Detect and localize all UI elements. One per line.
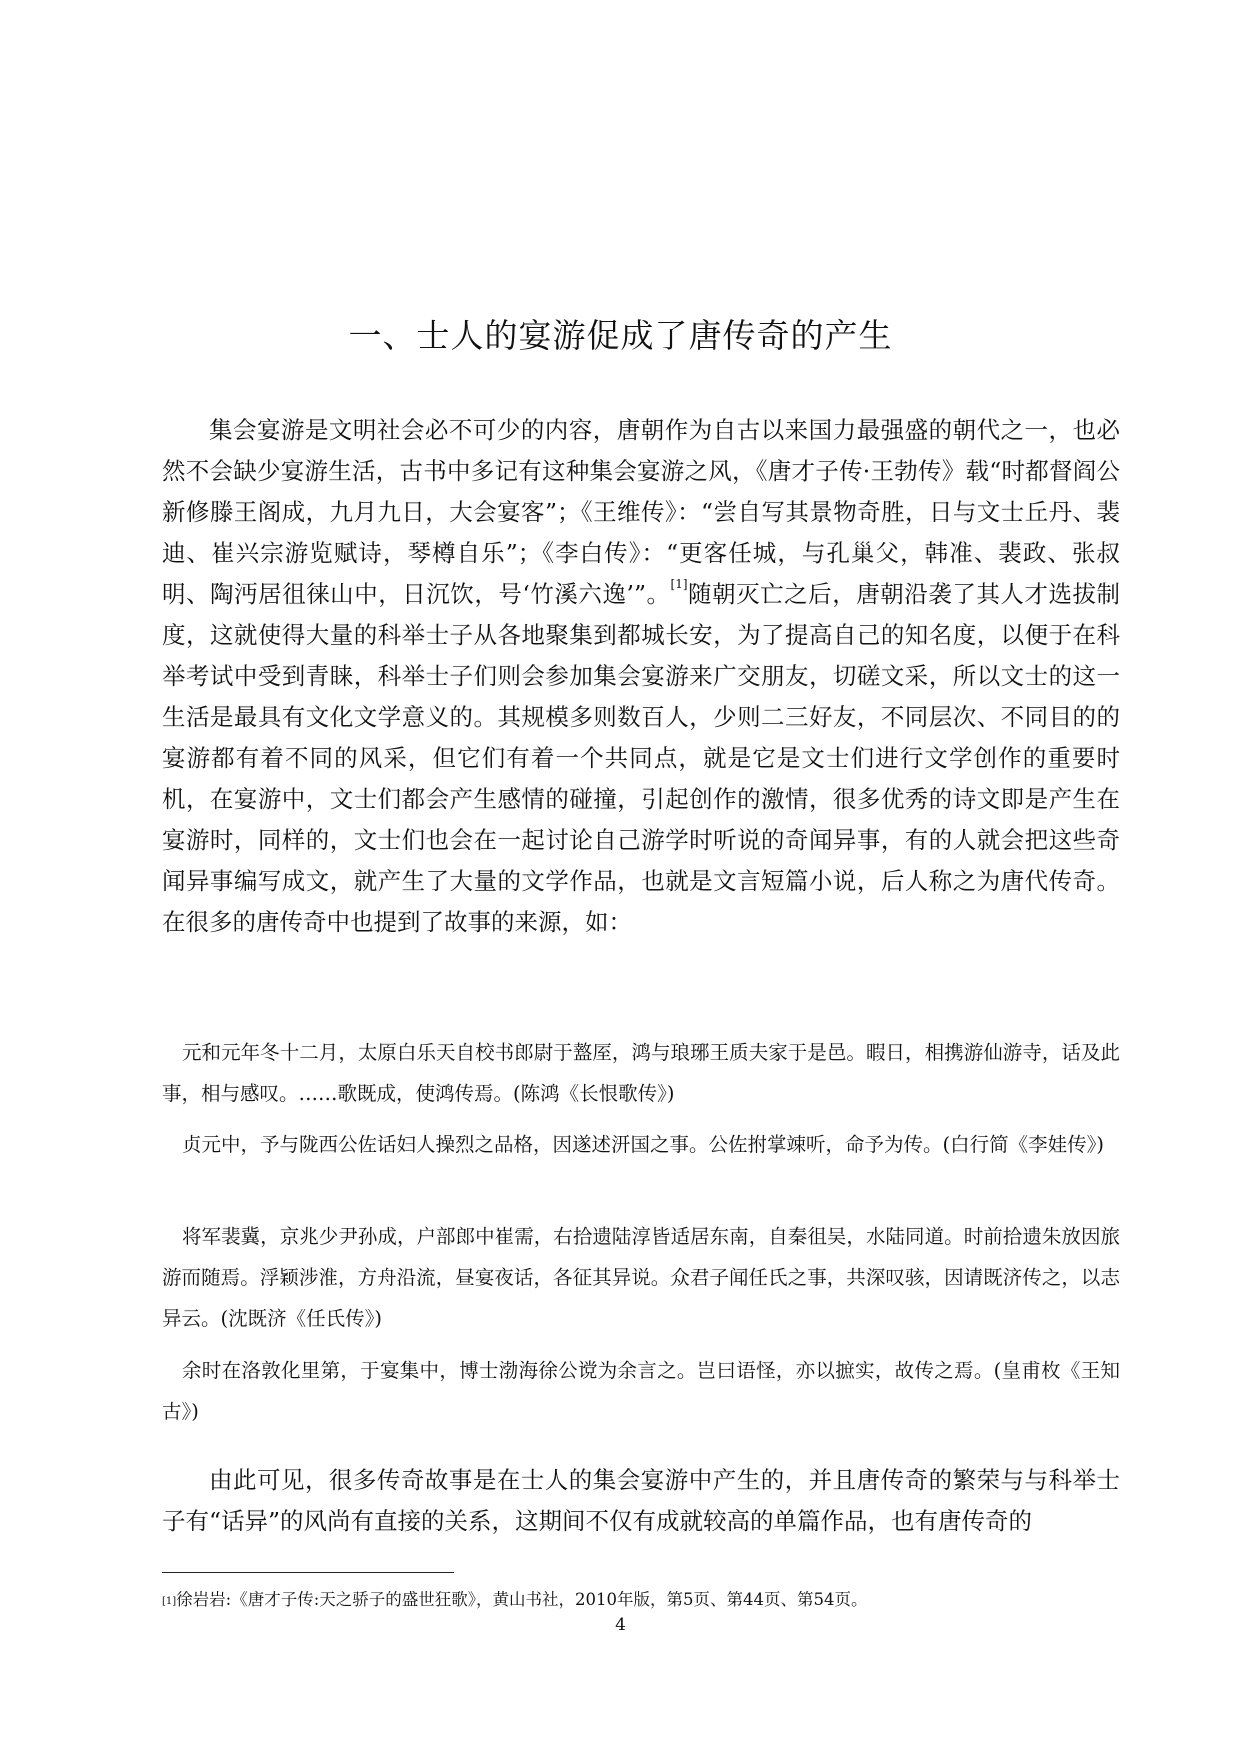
section-title: 一、士人的宴游促成了唐传奇的产生	[348, 316, 893, 355]
body-paragraph	[162, 410, 1120, 943]
quote-block: 元和元年冬十二月，太原白乐天自校书郎尉于盩厔，鸿与琅琊王质夫家于是邑。暇日，相携游仙游寺，话及此事，相与感叹。……歌既成，使鸿传焉。(陈鸿《长恨歌传》)	[162, 1041, 1120, 1105]
footnote-marker: [1]	[162, 1596, 177, 1607]
quote-block: 余时在洛敦化里第，于宴集中，博士渤海徐公谠为余言之。岂曰语怪，亦以摭实，故传之焉。(皇甫枚《王知古》)	[162, 1359, 1120, 1423]
page-number: 4	[615, 1615, 626, 1635]
paragraph-text-continued: 随朝灭亡之后，唐朝沿袭了其人才选拔制度，这就使得大量的科举士子从各地聚集到都城长安，为了提高自己的知名度，以便于在科举考试中受到青睐，科举士子们则会参加集会宴游来广交朋友，切磋文采，所以文士的这一生活是最具有文化文学意义的。其规模多则数百人，少则二三好友，不同层次、不同目的的宴游都有着不同的风采，但它们有着一个共同点，就是它是文士们进行文学创作的重要时机，在宴游中，文士们都会产生感情的碰撞，引起创作的激情，很多优秀的诗文即是产生在宴游时，同样的，文士们也会在一起讨论自己游学时听说的奇闻异事，有的人就会把这些奇闻异事编写成文，就产生了大量的文学作品，也就是文言短篇小说，后人称之为唐代传奇。在很多的唐传奇中也提到了故事的来源，如：	[162, 580, 1120, 936]
footnote-text: 徐岩岩:《唐才子传:天之骄子的盛世狂歌》，黄山书社，2010年版，第5页、第44页、第54页。	[176, 1590, 868, 1609]
footnote-divider	[162, 1572, 454, 1573]
body-paragraph: 由此可见，很多传奇故事是在士人的集会宴游中产生的，并且唐传奇的繁荣与与科举士子有“话异”的风尚有直接的关系，这期间不仅有成就较高的单篇作品，也有唐传奇的	[162, 1466, 1120, 1535]
footnote	[162, 1588, 1120, 1612]
quote-block: 贞元中，予与陇西公佐话妇人操烈之品格，因遂述汧国之事。公佐拊掌竦听，命予为传。(白行简《李娃传》)	[182, 1133, 1104, 1156]
footnote-ref[interactable]: [1]	[670, 577, 688, 591]
paragraph-text: 集会宴游是文明社会必不可少的内容，唐朝作为自古以来国力最强盛的朝代之一，也必然不会缺少宴游生活，古书中多记有这种集会宴游之风，《唐才子传·王勃传》载“时都督阎公新修滕王阁成，九月九日，大会宴客”；《王维传》：“尝自写其景物奇胜，日与文士丘丹、裴迪、崔兴宗游览赋诗，琴樽自乐”；《李白传》：“更客任城，与孔巢父，韩准、裴政、张叔明、陶沔居徂徕山中，日沉饮，号‘竹溪六逸’”。	[162, 416, 1120, 608]
quote-block: 将军裴冀，京兆少尹孙成，户部郎中崔需，右拾遗陆淳皆适居东南，自秦徂吴，水陆同道。时前拾遗朱放因旅游而随焉。浮颖涉淮，方舟沿流，昼宴夜话，各征其异说。众君子闻任氏之事，共深叹骇，因请既济传之，以志异云。(沈既济《任氏传》)	[162, 1225, 1120, 1330]
